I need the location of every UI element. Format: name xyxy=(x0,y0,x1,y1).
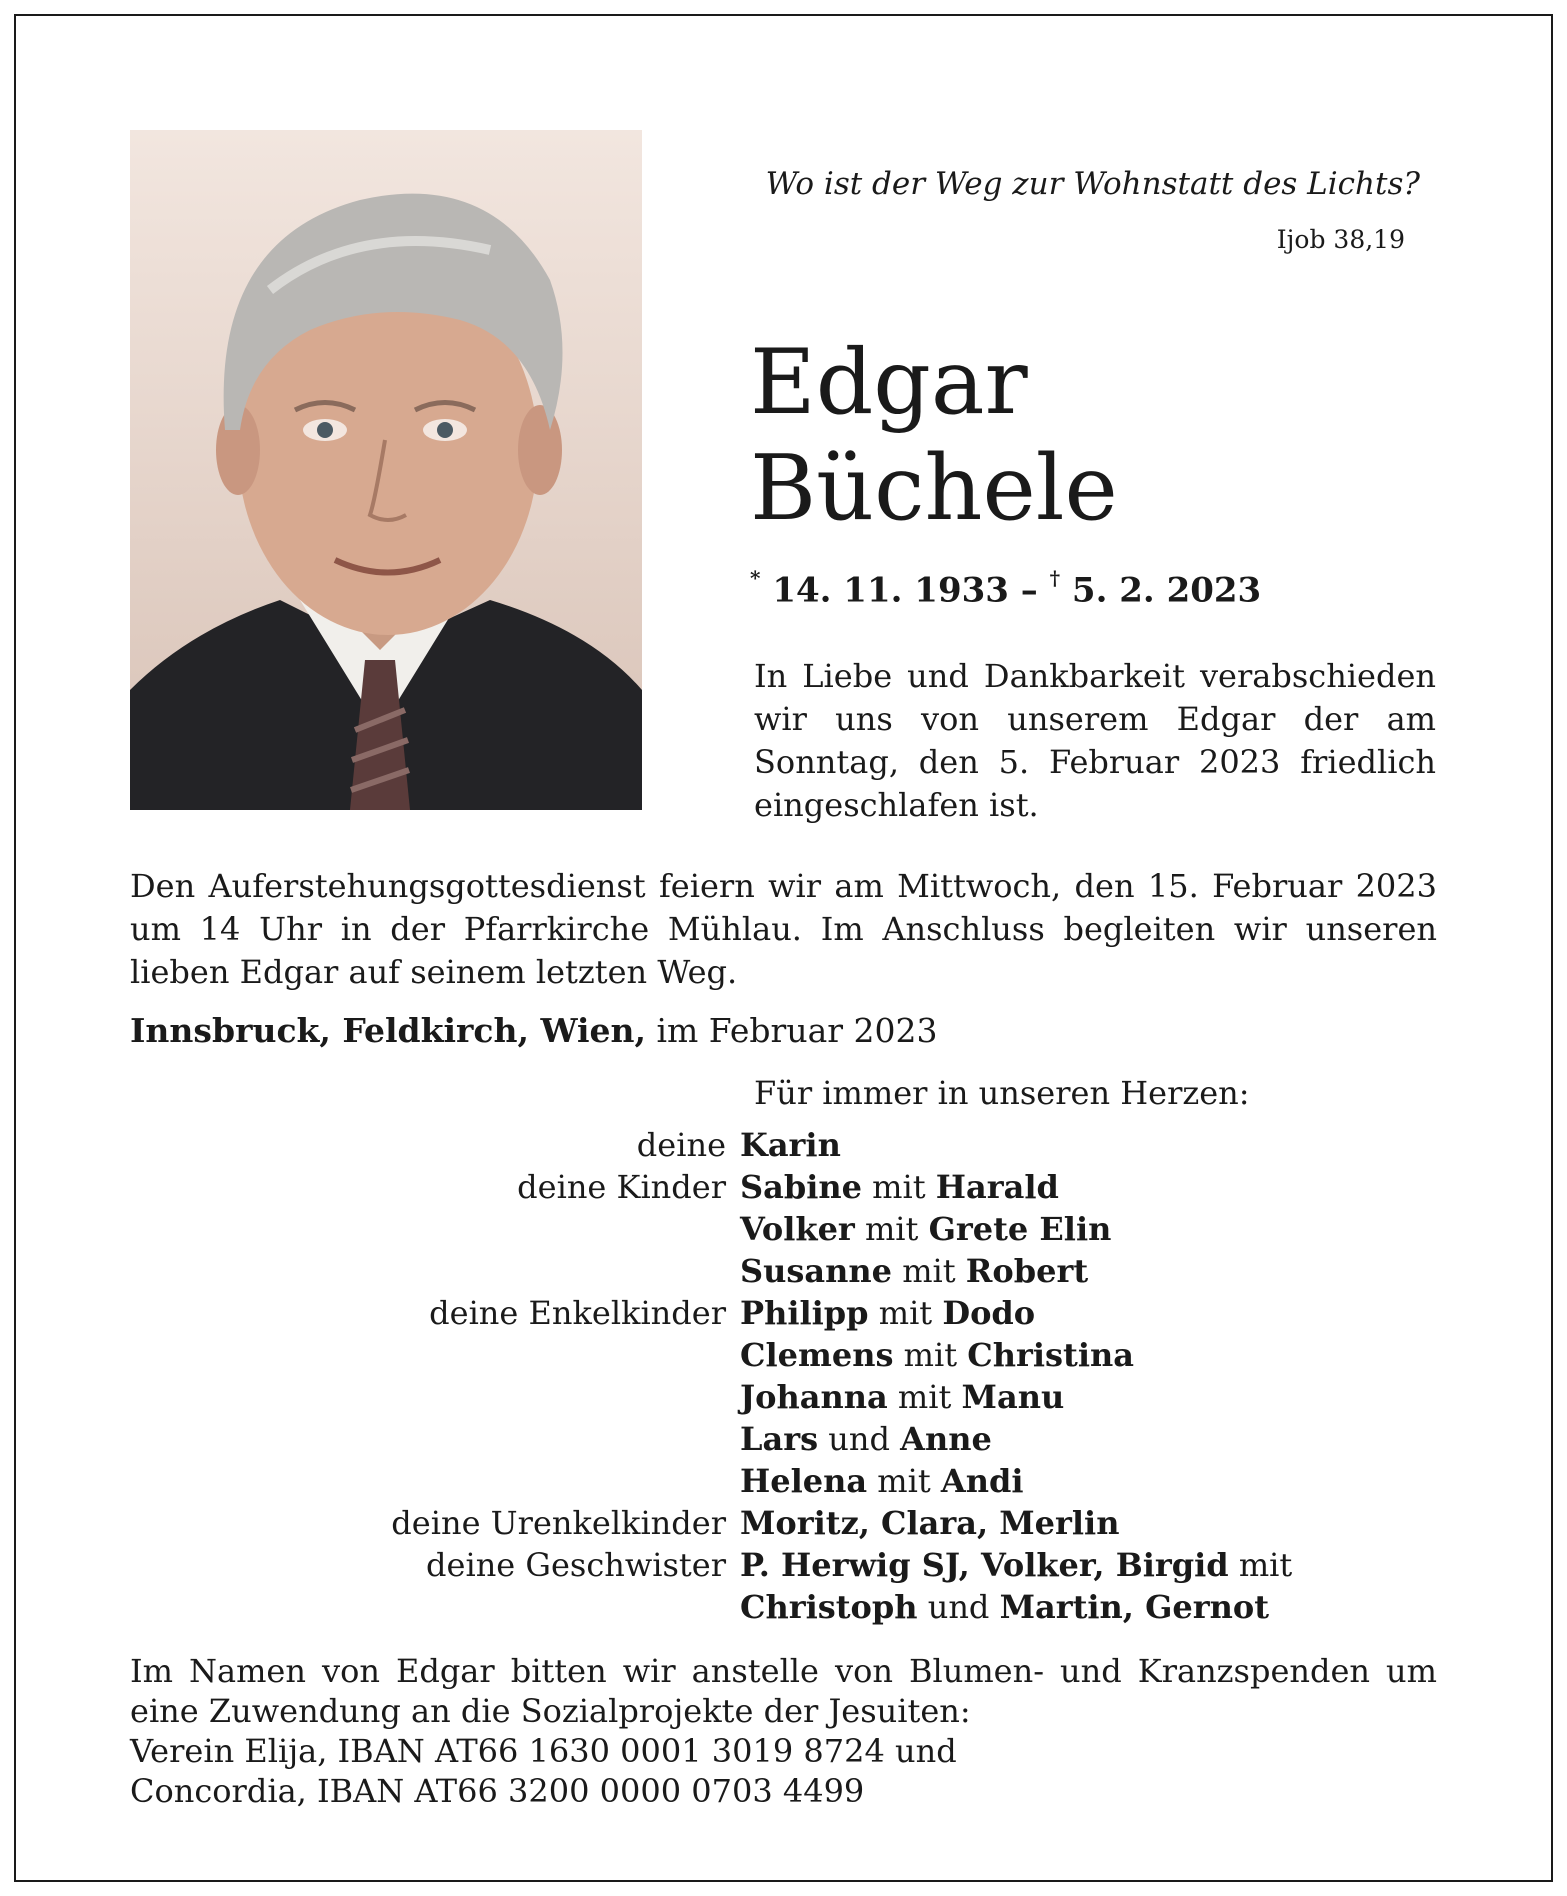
join-word: und xyxy=(828,1420,890,1458)
relation-label: deine Urenkelkinder xyxy=(391,1504,726,1542)
relation-label xyxy=(130,1208,740,1250)
death-symbol: † xyxy=(1049,566,1061,590)
relation-label xyxy=(130,1376,740,1418)
name: Harald xyxy=(935,1168,1059,1206)
join-word: mit xyxy=(1238,1546,1293,1584)
family-names xyxy=(740,1544,1437,1586)
name: Andi xyxy=(940,1462,1024,1500)
join-word: mit xyxy=(902,1252,956,1290)
family-row xyxy=(130,1376,1437,1418)
relation-label: deine Geschwister xyxy=(426,1546,726,1584)
place-date-text: im Februar 2023 xyxy=(656,1011,938,1050)
family-row xyxy=(130,1418,1437,1460)
join-word: mit xyxy=(872,1168,926,1206)
donation-request xyxy=(130,1651,1437,1811)
name: Martin, Gernot xyxy=(999,1588,1270,1626)
join-word: mit xyxy=(903,1336,958,1374)
family-names xyxy=(740,1292,1437,1334)
name: Moritz, Clara, Merlin xyxy=(740,1504,1120,1542)
family-names xyxy=(740,1460,1437,1502)
name: Susanne xyxy=(740,1252,893,1290)
service-text: Den Auferstehungsgottesdienst feiern wir am Mittwoch, den 15. Februar 2023 um 14 Uhr in der Pfarrkirche Mühlau. Im Anschluss begleiten wir unseren lieben Edgar auf seinem letzten Weg. xyxy=(130,867,1437,991)
portrait-photo xyxy=(130,130,642,810)
name: Volker xyxy=(740,1210,855,1248)
family-row xyxy=(130,1544,1437,1586)
relation-label xyxy=(130,1418,740,1460)
birth-date: 14. 11. 1933 xyxy=(772,570,1009,611)
family-names xyxy=(740,1250,1437,1292)
name: Sabine xyxy=(740,1168,862,1206)
first-name: Edgar xyxy=(750,330,1028,435)
family-row xyxy=(130,1250,1437,1292)
family-heading: Für immer in unseren Herzen: xyxy=(754,1074,1250,1112)
family-names xyxy=(740,1334,1437,1376)
deceased-name xyxy=(750,330,1118,542)
donation-line: eine Zuwendung an die Sozialprojekte der Jesuiten: xyxy=(130,1692,971,1730)
family-row xyxy=(130,1586,1437,1628)
join-word: mit xyxy=(877,1462,931,1500)
family-names xyxy=(740,1418,1437,1460)
name: P. Herwig SJ, Volker, Birgid xyxy=(740,1546,1229,1584)
family-list xyxy=(130,1124,1437,1628)
family-names xyxy=(740,1208,1437,1250)
name: Manu xyxy=(961,1378,1065,1416)
name: Dodo xyxy=(942,1294,1036,1332)
life-dates xyxy=(750,566,1262,611)
family-names xyxy=(740,1376,1437,1418)
portrait-illustration xyxy=(130,130,642,810)
family-row xyxy=(130,1502,1437,1544)
family-names xyxy=(740,1586,1437,1628)
name: Clemens xyxy=(740,1336,894,1374)
donation-line: Im Namen von Edgar bitten wir anstelle von Blumen- und Kranzspenden um xyxy=(130,1652,1437,1690)
relation-label: deine Kinder xyxy=(517,1168,726,1206)
relation-label xyxy=(130,1460,740,1502)
relation-label xyxy=(130,1334,740,1376)
name: Christoph xyxy=(740,1588,918,1626)
name: Christina xyxy=(967,1336,1134,1374)
intro-text: In Liebe und Dankbarkeit verabschieden wir uns von unserem Edgar der am Sonntag, den 5. Februar 2023 friedlich eingeschlafen ist. xyxy=(754,657,1436,824)
family-row xyxy=(130,1166,1437,1208)
family-row xyxy=(130,1124,1437,1166)
relation-label: deine Enkelkinder xyxy=(429,1294,726,1332)
family-row xyxy=(130,1460,1437,1502)
family-names xyxy=(740,1502,1437,1544)
name: Robert xyxy=(965,1252,1089,1290)
birth-symbol: * xyxy=(750,566,761,590)
family-names xyxy=(740,1124,1437,1166)
donation-iban-concordia: Concordia, IBAN AT66 3200 0000 0703 4499 xyxy=(130,1772,865,1810)
place-date xyxy=(130,1011,938,1050)
bible-quote: Wo ist der Weg zur Wohnstatt des Lichts? xyxy=(765,166,1420,202)
name: Lars xyxy=(740,1420,819,1458)
relation-label xyxy=(130,1250,740,1292)
name: Karin xyxy=(740,1126,841,1164)
name: Johanna xyxy=(740,1378,888,1416)
donation-iban-elija: Verein Elija, IBAN AT66 1630 0001 3019 8724 und xyxy=(130,1732,957,1770)
name: Helena xyxy=(740,1462,868,1500)
join-word: und xyxy=(927,1588,990,1626)
family-names xyxy=(740,1166,1437,1208)
family-row xyxy=(130,1208,1437,1250)
death-date: 5. 2. 2023 xyxy=(1071,570,1262,611)
name: Grete Elin xyxy=(928,1210,1112,1248)
last-name: Büchele xyxy=(750,436,1118,541)
place-cities: Innsbruck, Feldkirch, Wien, xyxy=(130,1011,646,1050)
name: Anne xyxy=(900,1420,992,1458)
quote-reference: Ijob 38,19 xyxy=(1276,225,1405,254)
join-word: mit xyxy=(864,1210,919,1248)
join-word: mit xyxy=(897,1378,952,1416)
relation-label: deine xyxy=(636,1126,726,1164)
date-separator: – xyxy=(1008,570,1050,611)
name: Philipp xyxy=(740,1294,869,1332)
relation-label xyxy=(130,1586,740,1628)
join-word: mit xyxy=(878,1294,933,1332)
family-row xyxy=(130,1292,1437,1334)
family-row xyxy=(130,1334,1437,1376)
